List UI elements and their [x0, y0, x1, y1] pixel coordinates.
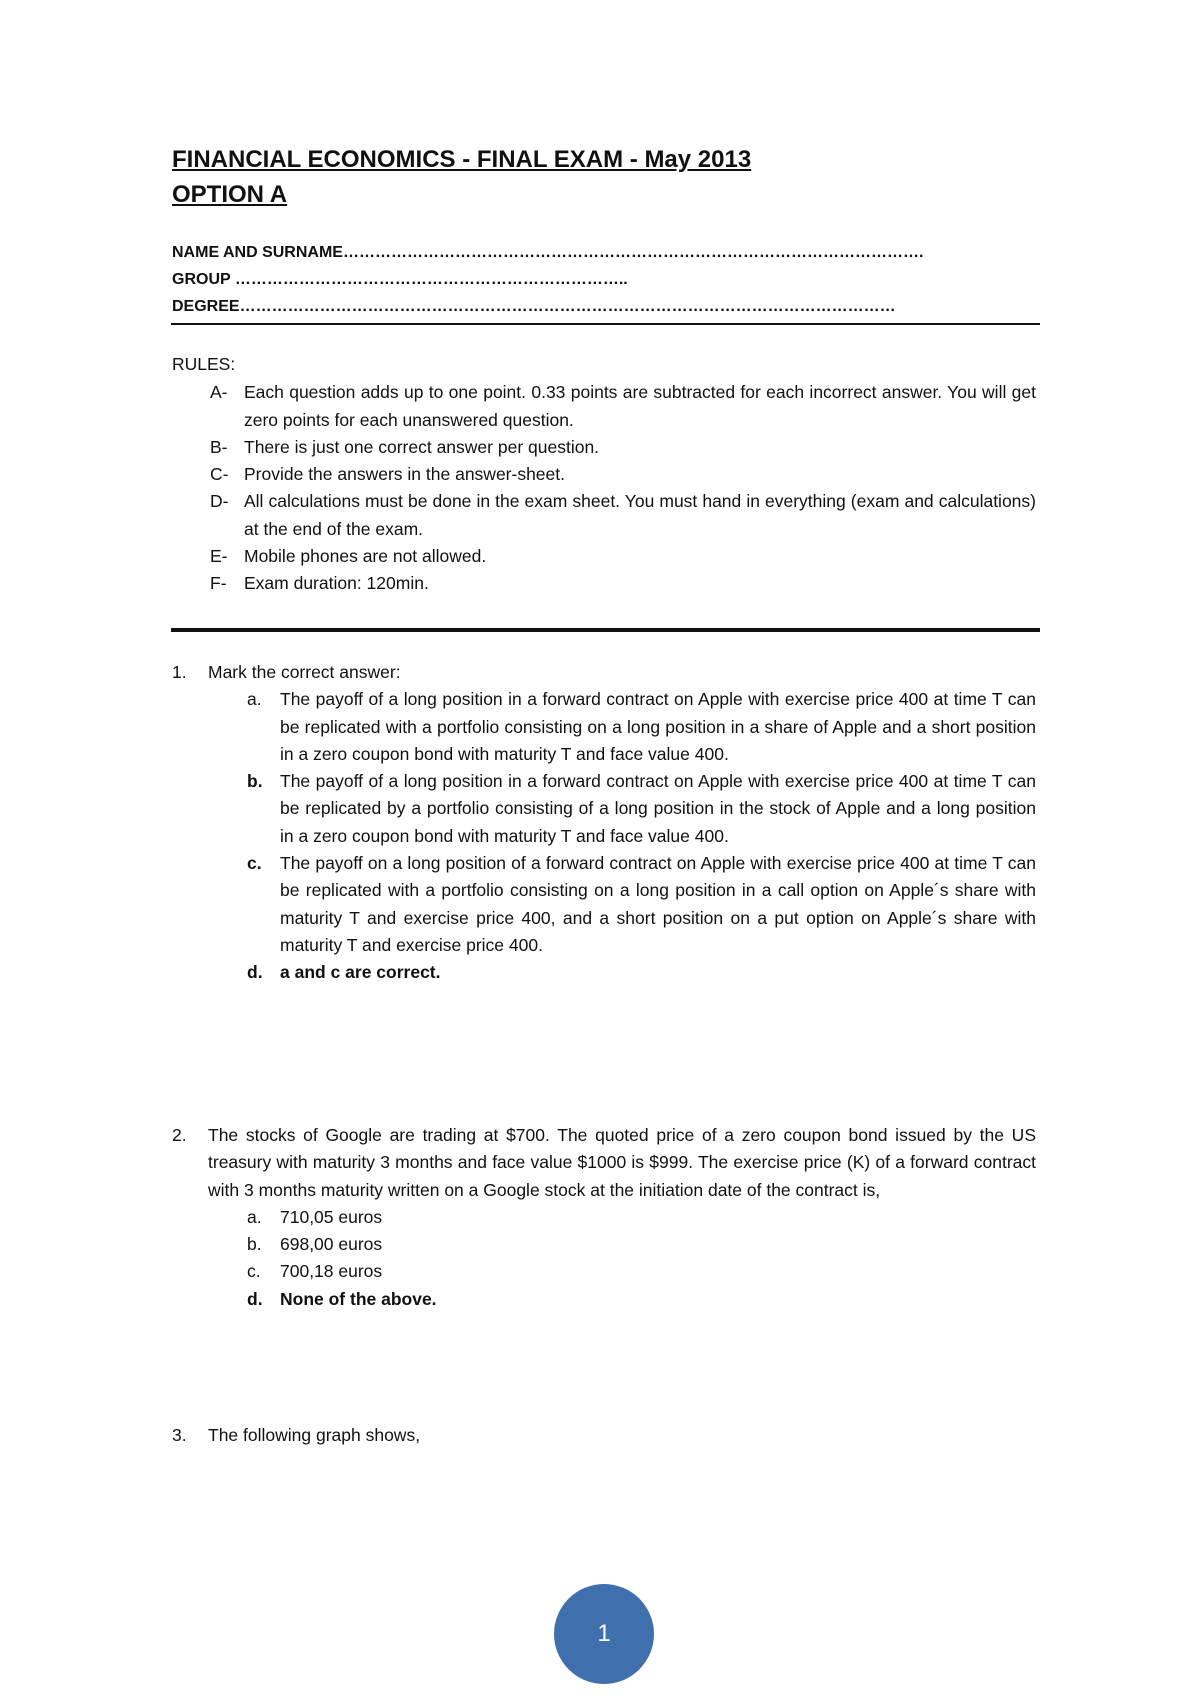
question-2: [172, 1122, 1036, 1313]
rule-text: Mobile phones are not allowed.: [244, 546, 487, 567]
rule-item: [172, 570, 1036, 597]
rule-letter: C-: [210, 464, 229, 485]
option-text: 698,00 euros: [280, 1234, 383, 1255]
rule-letter: F-: [210, 573, 227, 594]
rule-letter: A-: [210, 382, 228, 403]
degree-field: DEGREE……………………………………………………………………………………………………………: [172, 298, 896, 315]
rule-letter: D-: [210, 491, 229, 512]
exam-option: OPTION A: [172, 181, 288, 208]
option-text: None of the above.: [280, 1288, 437, 1309]
rule-item: [172, 379, 1036, 434]
rule-text: There is just one correct answer per question.: [244, 436, 600, 457]
option-text: a and c are correct.: [280, 962, 441, 983]
rules-title: RULES:: [172, 354, 236, 374]
rule-item: [172, 434, 1036, 461]
option-label: b.: [247, 771, 263, 792]
rule-text: Provide the answers in the answer-sheet.: [244, 464, 565, 485]
rule-item: [172, 488, 1036, 543]
question-number: 3.: [172, 1425, 187, 1445]
option-label: c.: [247, 1261, 261, 1282]
name-field: NAME AND SURNAME……………………………………………………………………………………………….: [172, 244, 924, 261]
answer-option: [172, 959, 1036, 986]
answer-option: [172, 768, 1036, 850]
option-label: b.: [247, 1234, 262, 1255]
rule-letter: B-: [210, 436, 228, 457]
option-label: c.: [247, 853, 262, 874]
header-divider: [171, 323, 1040, 325]
option-label: d.: [247, 962, 263, 983]
option-text: 700,18 euros: [280, 1261, 383, 1282]
rule-item: [172, 543, 1036, 570]
rule-letter: E-: [210, 546, 228, 567]
question-text: The following graph shows,: [208, 1425, 421, 1445]
question-number: 1.: [172, 662, 187, 682]
exam-title: FINANCIAL ECONOMICS - FINAL EXAM - May 2013: [172, 146, 752, 173]
question-text: The stocks of Google are trading at $700. The quoted price of a zero coupon bond issued by the US treasury with maturity 3 months and face value $1000 is $999. The exercise price (K) of a forward contract with 3 months maturity written on a Google stock at the initiation date of the contract is,: [208, 1125, 1036, 1200]
rules-section: [172, 351, 1036, 598]
question-1: [172, 659, 1036, 987]
rules-divider: [171, 628, 1040, 632]
page-number-badge: [554, 1584, 654, 1684]
answer-option: [172, 1204, 1036, 1231]
option-text: The payoff of a long position in a forward contract on Apple with exercise price 400 at time T can be replicated with a portfolio consisting on a long position in a share of Apple and a short position in a zero coupon bond with maturity T and face value 400.: [280, 689, 1036, 764]
rule-text: Each question adds up to one point. 0.33 points are subtracted for each incorrect answer. You will get zero points for each unanswered question.: [244, 382, 1036, 430]
answer-option: [172, 1231, 1036, 1258]
option-label: a.: [247, 1206, 262, 1227]
answer-option: [172, 850, 1036, 959]
answer-option: [172, 1286, 1036, 1313]
rule-item: [172, 461, 1036, 488]
option-label: a.: [247, 689, 262, 710]
option-text: The payoff of a long position in a forward contract on Apple with exercise price 400 at time T can be replicated by a portfolio consisting of a long position in the stock of Apple and a long position in a zero coupon bond with maturity T and face value 400.: [280, 771, 1036, 846]
answer-option: [172, 686, 1036, 768]
option-text: The payoff on a long position of a forward contract on Apple with exercise price 400 at time T can be replicated with a portfolio consisting on a long position in a call option on Apple´s share with maturity T and exercise price 400, and a short position on a put option on Apple´s share with maturity T and exercise price 400.: [280, 853, 1036, 955]
option-label: d.: [247, 1288, 263, 1309]
rule-text: Exam duration: 120min.: [244, 573, 429, 594]
question-3: [172, 1422, 1036, 1449]
question-number: 2.: [172, 1125, 187, 1145]
page-number: 1: [597, 1620, 611, 1647]
question-text: Mark the correct answer:: [208, 662, 401, 682]
group-field: GROUP ………………………………………………………………..: [172, 271, 628, 288]
option-text: 710,05 euros: [280, 1206, 383, 1227]
rule-text: All calculations must be done in the exam sheet. You must hand in everything (exam and calculations) at the end of the exam.: [244, 491, 1036, 539]
answer-option: [172, 1258, 1036, 1285]
